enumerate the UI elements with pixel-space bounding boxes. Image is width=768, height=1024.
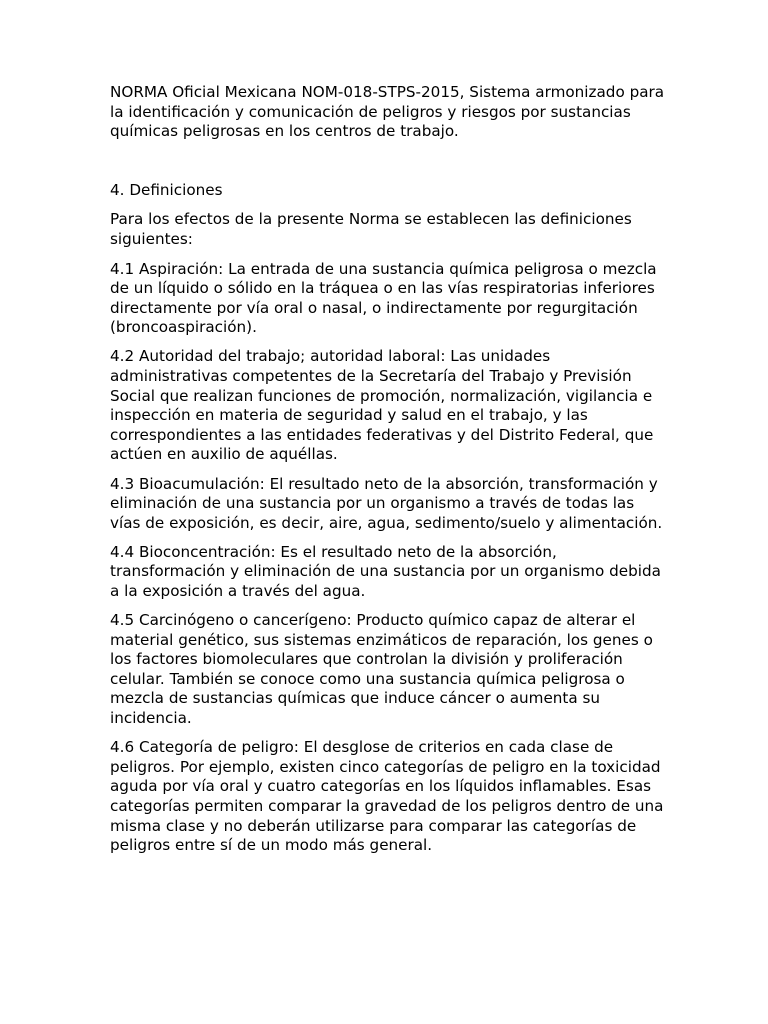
section-heading: 4. Definiciones: [110, 180, 223, 199]
definition-4-1: 4.1 Aspiración: La entrada de una sustancia química peligrosa o mezcla de un líquido o sólido en la tráquea o en las vías respiratorias inferiores directamente por vía oral o nasal, o indirectamente por regurgitación (broncoaspiración).: [110, 259, 657, 337]
definition-4-6: 4.6 Categoría de peligro: El desglose de criterios en cada clase de peligros. Por ejemplo, existen cinco categorías de peligro en la toxicidad aguda por vía oral y cuatro categorías en los líquidos inflamables. Esas categorías permiten comparar la gravedad de los peligros dentro de una misma clase y no deberán utilizarse para comparar las categorías de peligros entre sí de un modo más general.: [110, 738, 664, 855]
definition-4-5: 4.5 Carcinógeno o cancerígeno: Producto químico capaz de alterar el material genético, sus sistemas enzimáticos de reparación, los genes o los factores biomoleculares que controlan la división y proliferación celular. También se conoce como una sustancia química peligrosa o mezcla de sustancias químicas que induce cáncer o aumenta su incidencia.: [110, 611, 653, 728]
section-intro: Para los efectos de la presente Norma se establecen las definiciones siguientes:: [110, 210, 632, 248]
definition-4-2: 4.2 Autoridad del trabajo; autoridad laboral: Las unidades administrativas competentes de la Secretaría del Trabajo y Previsión Social que realizan funciones de promoción, normalización, vigilancia e inspección en materia de seguridad y salud en el trabajo, y las correspondientes a las entidades federativas y del Distrito Federal, que actúen en auxilio de aquéllas.: [110, 347, 654, 464]
document-title: NORMA Oficial Mexicana NOM-018-STPS-2015, Sistema armonizado para la identificación y comunicación de peligros y riesgos por sustancias químicas peligrosas en los centros de trabajo.: [110, 83, 665, 141]
definition-4-4: 4.4 Bioconcentración: Es el resultado neto de la absorción, transformación y eliminación de una sustancia por un organismo debida a la exposición a través del agua.: [110, 542, 661, 600]
definition-4-3: 4.3 Bioacumulación: El resultado neto de la absorción, transformación y eliminación de una sustancia por un organismo a través de todas las vías de exposición, es decir, aire, agua, sedimento/suelo y alimentación.: [110, 474, 663, 532]
